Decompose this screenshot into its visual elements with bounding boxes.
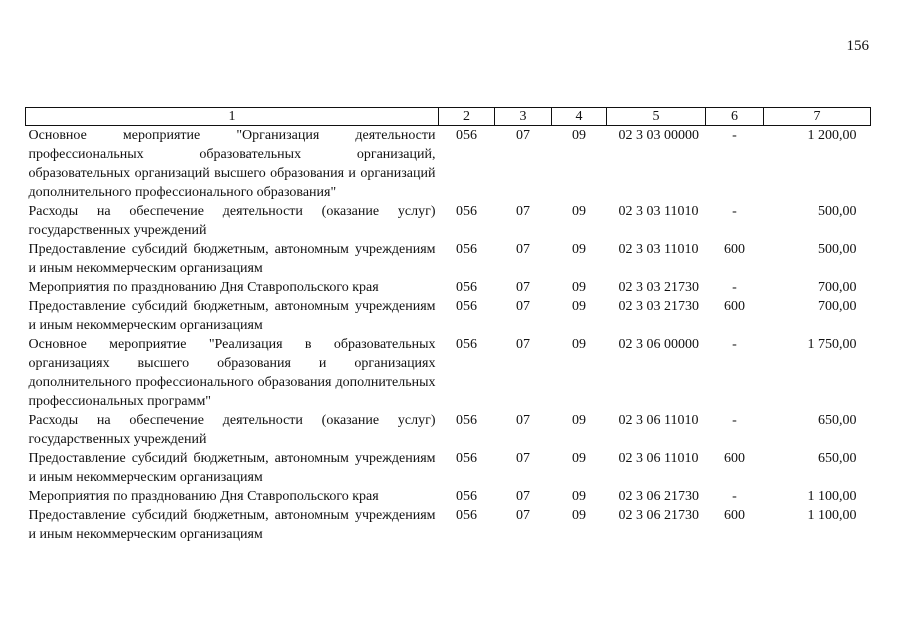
row-ministry: 056 — [456, 413, 477, 428]
row-amount: 500,00 — [818, 242, 857, 257]
table-row — [26, 506, 871, 544]
table-row — [26, 411, 871, 449]
row-target-article: 02 3 03 00000 — [618, 128, 699, 143]
row-expense-type: 600 — [724, 451, 745, 466]
row-name: Расходы на обеспечение деятельности (оказание услуг) государственных учреждений — [28, 413, 436, 447]
row-target-article: 02 3 06 11010 — [618, 451, 699, 466]
row-expense-type: - — [732, 413, 737, 428]
table-row — [26, 278, 871, 297]
header-cell-ministry: 2 — [439, 108, 495, 126]
row-target-article: 02 3 06 21730 — [618, 489, 699, 504]
row-section: 07 — [516, 413, 530, 428]
row-section: 07 — [516, 299, 530, 314]
table-row — [26, 449, 871, 487]
row-expense-type: - — [732, 280, 737, 295]
row-section: 07 — [516, 242, 530, 257]
row-target-article: 02 3 03 11010 — [618, 204, 699, 219]
row-amount: 700,00 — [818, 299, 857, 314]
table-row — [26, 240, 871, 278]
row-name: Мероприятия по празднованию Дня Ставропольского края — [28, 489, 379, 504]
table-row — [26, 487, 871, 506]
row-subsection: 09 — [572, 299, 586, 314]
row-expense-type: 600 — [724, 242, 745, 257]
row-amount: 650,00 — [818, 451, 857, 466]
table-row — [26, 335, 871, 411]
row-subsection: 09 — [572, 413, 586, 428]
row-amount: 1 100,00 — [807, 508, 857, 523]
row-ministry: 056 — [456, 242, 477, 257]
row-name: Предоставление субсидий бюджетным, автономным учреждениям и иным некоммерческим организациям — [28, 299, 436, 333]
row-name: Предоставление субсидий бюджетным, автономным учреждениям и иным некоммерческим организациям — [28, 508, 436, 542]
row-expense-type: 600 — [724, 299, 745, 314]
row-name: Мероприятия по празднованию Дня Ставропольского края — [28, 280, 379, 295]
row-ministry: 056 — [456, 299, 477, 314]
table-row — [26, 202, 871, 240]
row-amount: 1 750,00 — [807, 337, 857, 352]
table-row — [26, 297, 871, 335]
row-amount: 1 100,00 — [807, 489, 857, 504]
row-name: Основное мероприятие "Организация деятельности профессиональных образовательных организаций, образовательных организаций высшего образования и организаций дополнительного профессионального образования" — [28, 128, 436, 200]
row-section: 07 — [516, 489, 530, 504]
header-row — [26, 108, 871, 126]
row-subsection: 09 — [572, 280, 586, 295]
header-cell-section: 3 — [495, 108, 552, 126]
row-subsection: 09 — [572, 451, 586, 466]
row-target-article: 02 3 06 00000 — [618, 337, 699, 352]
row-expense-type: - — [732, 337, 737, 352]
row-ministry: 056 — [456, 337, 477, 352]
row-target-article: 02 3 06 21730 — [618, 508, 699, 523]
row-name: Предоставление субсидий бюджетным, автономным учреждениям и иным некоммерческим организациям — [28, 451, 436, 485]
header-cell-name: 1 — [26, 108, 439, 126]
row-name: Основное мероприятие "Реализация в образовательных организациях высшего образования и организациях дополнительного профессионального образования дополнительных профессиональных программ" — [28, 337, 436, 409]
page-number: 156 — [846, 38, 869, 54]
row-ministry: 056 — [456, 489, 477, 504]
row-section: 07 — [516, 204, 530, 219]
row-target-article: 02 3 03 21730 — [618, 280, 699, 295]
row-section: 07 — [516, 337, 530, 352]
row-expense-type: - — [732, 128, 737, 143]
row-expense-type: 600 — [724, 508, 745, 523]
header-cell-expense-type: 6 — [706, 108, 764, 126]
row-expense-type: - — [732, 489, 737, 504]
row-subsection: 09 — [572, 128, 586, 143]
row-ministry: 056 — [456, 204, 477, 219]
row-section: 07 — [516, 128, 530, 143]
row-amount: 500,00 — [818, 204, 857, 219]
row-amount: 700,00 — [818, 280, 857, 295]
row-target-article: 02 3 03 21730 — [618, 299, 699, 314]
row-name: Расходы на обеспечение деятельности (оказание услуг) государственных учреждений — [28, 204, 436, 238]
row-ministry: 056 — [456, 451, 477, 466]
row-subsection: 09 — [572, 337, 586, 352]
row-ministry: 056 — [456, 128, 477, 143]
table-row — [26, 126, 871, 203]
row-section: 07 — [516, 280, 530, 295]
budget-table — [25, 107, 871, 544]
header-cell-amount: 7 — [764, 108, 871, 126]
row-target-article: 02 3 03 11010 — [618, 242, 699, 257]
row-section: 07 — [516, 451, 530, 466]
row-target-article: 02 3 06 11010 — [618, 413, 699, 428]
row-subsection: 09 — [572, 242, 586, 257]
row-amount: 1 200,00 — [807, 128, 857, 143]
header-cell-target-article: 5 — [607, 108, 706, 126]
row-subsection: 09 — [572, 204, 586, 219]
row-expense-type: - — [732, 204, 737, 219]
row-subsection: 09 — [572, 508, 586, 523]
row-name: Предоставление субсидий бюджетным, автономным учреждениям и иным некоммерческим организациям — [28, 242, 436, 276]
row-ministry: 056 — [456, 508, 477, 523]
row-subsection: 09 — [572, 489, 586, 504]
row-amount: 650,00 — [818, 413, 857, 428]
row-section: 07 — [516, 508, 530, 523]
row-ministry: 056 — [456, 280, 477, 295]
header-cell-subsection: 4 — [552, 108, 607, 126]
